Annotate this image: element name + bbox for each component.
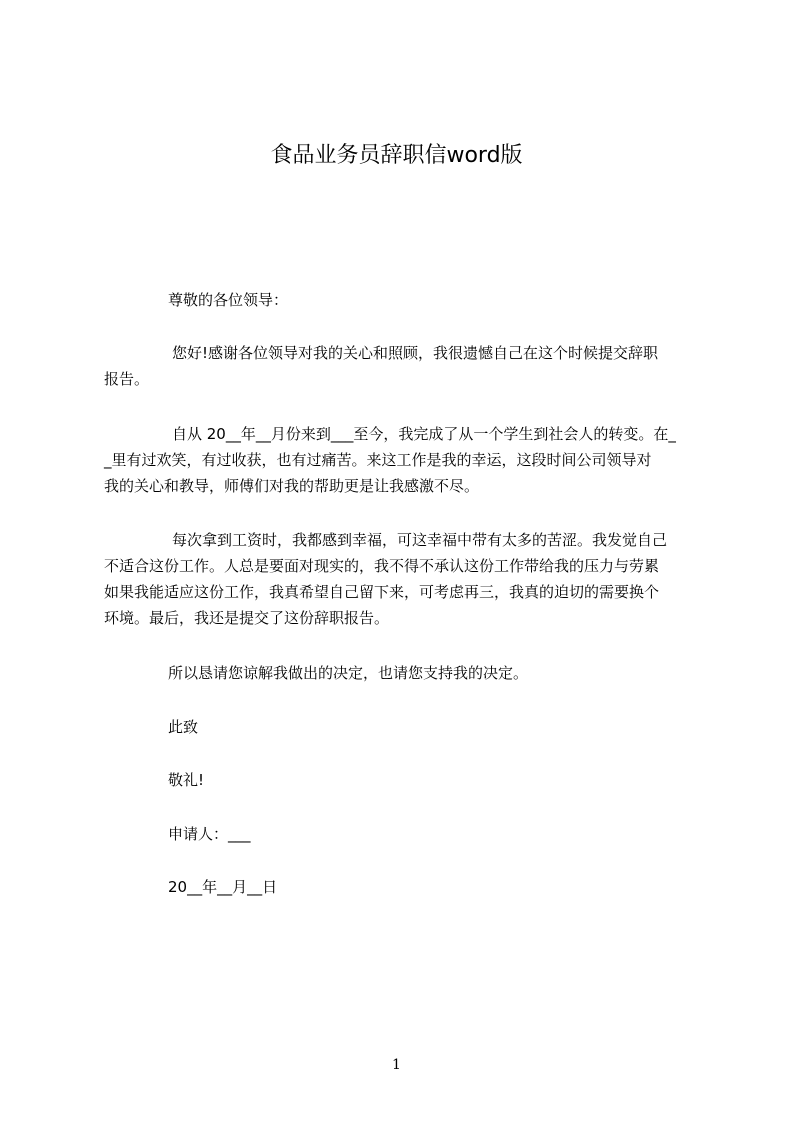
signature-line: 申请人：___ bbox=[168, 825, 251, 843]
salutation: 尊敬的各位领导： bbox=[168, 291, 289, 309]
paragraph-3-line-3: 如果我能适应这份工作，我真希望自己留下来，可考虑再三，我真的迫切的需要换个 bbox=[104, 583, 660, 601]
paragraph-1-line-1: 您好!感谢各位领导对我的关心和照顾，我很遗憾自己在这个时候提交辞职 bbox=[172, 344, 659, 362]
paragraph-1-line-2: 报告。 bbox=[104, 370, 150, 388]
page-number: 1 bbox=[392, 1057, 401, 1073]
paragraph-3-line-4: 环境。最后，我还是提交了这份辞职报告。 bbox=[104, 609, 390, 627]
paragraph-3 bbox=[104, 527, 702, 631]
paragraph-2-line-1: 自从 20__年__月份来到___至今，我完成了从一个学生到社会人的转变。在_ bbox=[172, 425, 676, 443]
closing-request: 所以恳请您谅解我做出的决定，也请您支持我的决定。 bbox=[168, 664, 529, 682]
document-title: 食品业务员辞职信word版 bbox=[270, 143, 523, 168]
paragraph-2-line-3: 我的关心和教导，师傅们对我的帮助更是让我感激不尽。 bbox=[104, 477, 480, 495]
paragraph-2 bbox=[104, 421, 702, 499]
paragraph-3-line-2: 不适合这份工作。人总是要面对现实的，我不得不承认这份工作带给我的压力与劳累 bbox=[104, 557, 660, 575]
closing-line-1: 此致 bbox=[168, 718, 199, 736]
closing-line-2: 敬礼! bbox=[168, 771, 205, 789]
paragraph-2-line-2: _里有过欢笑，有过收获，也有过痛苦。来这工作是我的幸运，这段时间公司领导对 bbox=[104, 451, 652, 469]
date-line: 20__年__月__日 bbox=[168, 878, 278, 896]
paragraph-3-line-1: 每次拿到工资时，我都感到幸福，可这幸福中带有太多的苦涩。我发觉自己 bbox=[172, 531, 668, 549]
paragraph-1 bbox=[104, 340, 702, 392]
